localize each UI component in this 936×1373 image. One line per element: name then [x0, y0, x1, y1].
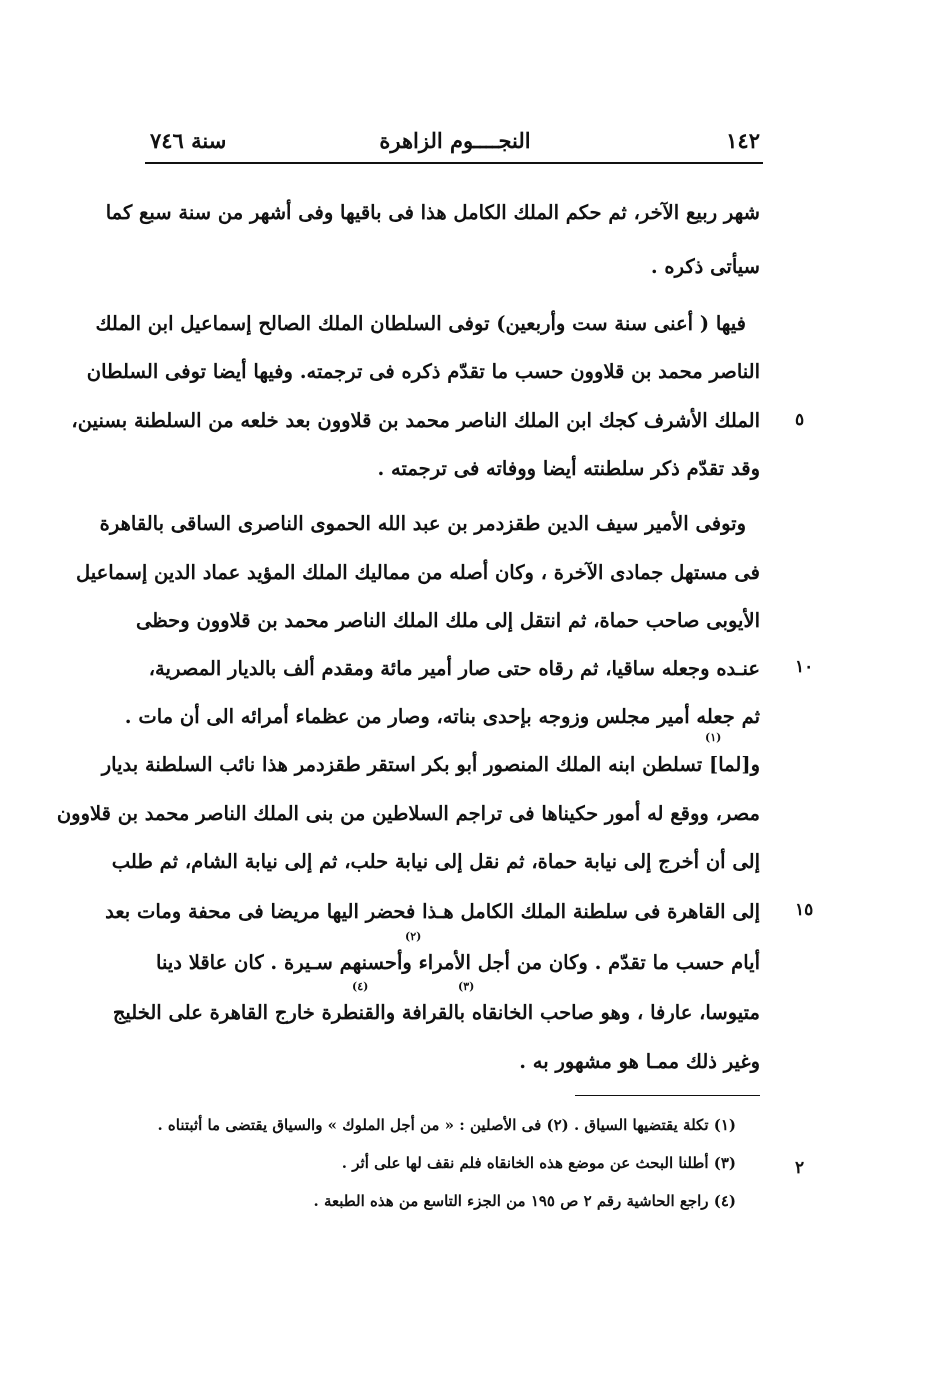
body-line: متيوسا، عارفا ، وهو صاحب الخانقاه بالقرافة والقنطرة خارج القاهرة على الخليج — [112, 1001, 760, 1024]
line-number: ١٥ — [795, 900, 814, 920]
footnote: (١) تكلة يقتضيها السياق . (٢) فى الأصلين : « من أجل الملوك » والسياق يقتضى ما أثبتناه . — [157, 1116, 736, 1134]
body-line: ثم جعله أمير مجلس وزوجه بإحدى بناته، وصار من عظماء أمرائه الى أن مات . — [124, 705, 760, 728]
body-line: إلى أن أخرج إلى نيابة حماة، ثم نقل إلى نيابة حلب، ثم إلى نيابة الشام، ثم طلب — [111, 850, 760, 873]
body-line: سيأتى ذكره . — [650, 255, 760, 278]
body-line: شهر ربيع الآخر، ثم حكم الملك الكامل هذا فى باقيها وفى أشهر من سنة سبع كما — [105, 201, 760, 224]
running-header — [150, 122, 760, 162]
footnote: (٤) راجع الحاشية رقم ٢ ص ١٩٥ من الجزء التاسع من هذه الطبعة . — [313, 1192, 736, 1210]
body-line: وقد تقدّم ذكر سلطنته أيضا ووفاته فى ترجمته . — [377, 457, 760, 480]
body-line: فى مستهل جمادى الآخرة ، وكان أصله من مماليك الملك المؤيد عماد الدين إسماعيل — [76, 561, 760, 584]
body-line: إلى القاهرة فى سلطنة الملك الكامل هـذا فحضر اليها مريضا فى محفة ومات بعد — [105, 900, 760, 923]
footnote-ref: (١) — [705, 731, 722, 744]
running-year: سنة ٧٤٦ — [150, 128, 227, 153]
body-line: أيام حسب ما تقدّم . وكان من أجل الأمراء وأحسنهم سـيرة . كان عاقلا دينا — [156, 951, 760, 974]
body-line: الناصر محمد بن قلاوون حسب ما تقدّم ذكره فى ترجمته. وفيها أيضا توفى السلطان — [86, 360, 760, 383]
running-title: النجــــوم الزاهرة — [379, 128, 531, 153]
body-line: وغير ذلك ممـا هو مشهور به . — [519, 1050, 760, 1073]
footnote-ref: (٢) — [405, 930, 422, 943]
footnote-margin-number: ٢ — [795, 1158, 805, 1178]
body-line: الأيوبى صاحب حماة، ثم انتقل إلى ملك الملك الناصر محمد بن قلاوون وحظى — [135, 609, 760, 632]
footnote-ref: (٣) — [458, 980, 475, 993]
page-number: ١٤٢ — [726, 128, 760, 153]
body-line: فيها ( أعنى سنة ست وأربعين) توفى السلطان الملك الصالح إسماعيل ابن الملك — [95, 312, 746, 335]
line-number: ١٠ — [795, 657, 814, 677]
body-line: وتوفى الأمير سيف الدين طقزدمر بن عبد الله الحموى الناصرى الساقى بالقاهرة — [99, 512, 746, 535]
header-rule — [145, 162, 763, 164]
body-line: مصر، ووقع له أمور حكيناها فى تراجم السلاطين من بنى الملك الناصر محمد بن قلاوون — [56, 802, 760, 825]
line-number: ٥ — [795, 410, 805, 430]
body-line: عنـده وجعله ساقيا، ثم رقاه حتى صار أمير مائة ومقدم ألف بالديار المصرية، — [148, 657, 760, 680]
footnote: (٣) أطلنا البحث عن موضع هذه الخانقاه فلم نقف لها على أثر . — [341, 1154, 736, 1172]
footnote-ref: (٤) — [352, 980, 369, 993]
body-line: و[لما] تسلطن ابنه الملك المنصور أبو بكر استقر طقزدمر هذا نائب السلطنة بديار — [101, 753, 760, 776]
body-line: الملك الأشرف كجك ابن الملك الناصر محمد بن قلاوون بعد خلعه من السلطنة بسنين، — [71, 409, 760, 432]
footnote-rule — [575, 1095, 760, 1096]
